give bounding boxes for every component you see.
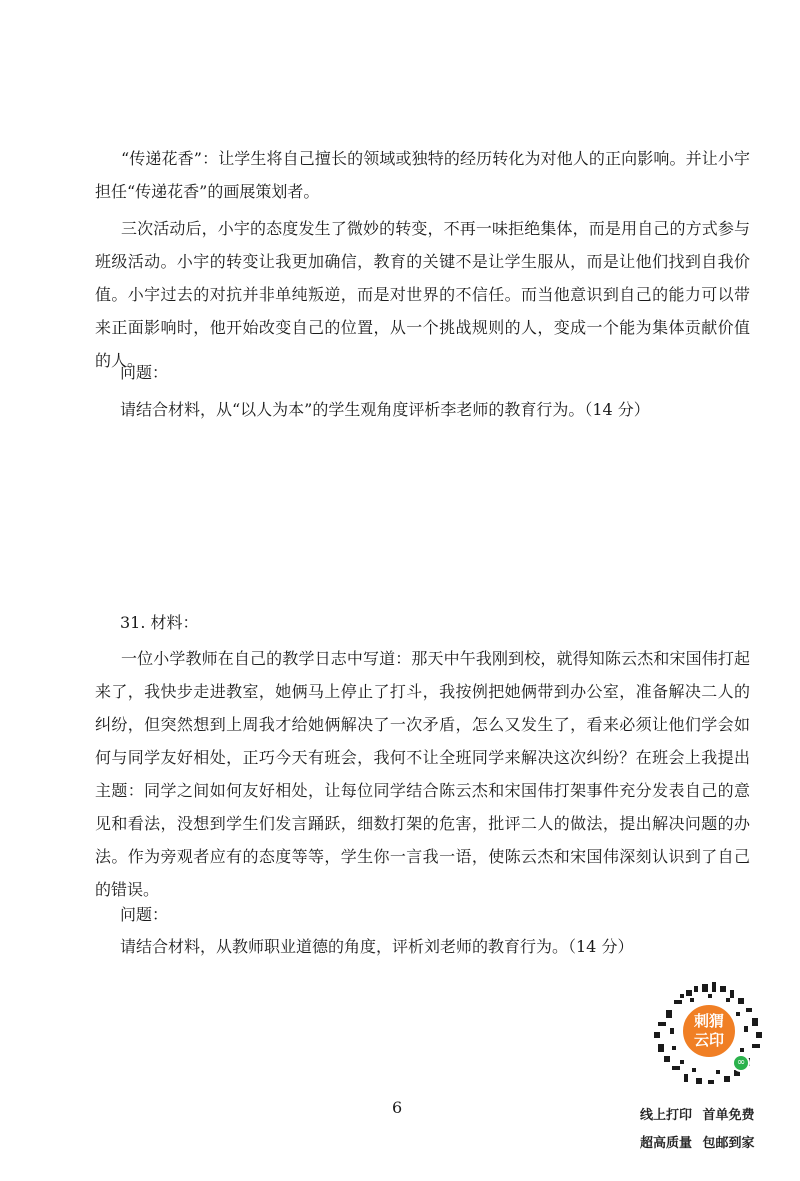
promo-free-shipping: 包邮到家 — [702, 1136, 755, 1151]
question-text-31: 请结合材料，从教师职业道德的角度，评析刘老师的教育行为。（14 分） — [120, 937, 634, 956]
qr-promo-widget[interactable] — [640, 982, 776, 1162]
paragraph-passing-fragrance: “传递花香”：让学生将自己擅长的领域或独特的经历转化为对他人的正向影响。并让小宇担任“传递花香”的画展策划者。 — [95, 149, 750, 201]
question-label-31: 问题： — [120, 905, 169, 924]
page-number: 6 — [392, 1098, 403, 1117]
badge-line-1: 刺猬 — [693, 1012, 724, 1030]
brand-badge — [680, 1002, 738, 1060]
question-label: 问题： — [120, 363, 169, 382]
mini-program-icon: ∞ — [732, 1054, 750, 1072]
paragraph-outcome: 三次活动后，小宇的态度发生了微妙的转变，不再一味拒绝集体，而是用自己的方式参与班级活动。小宇的转变让我更加确信，教育的关键不是让学生服从，而是让他们找到自我价值。小宇过去的对抗并非单纯叛逆，而是对世界的不信任。而当他意识到自己的能力可以带来正面影响时，他开始改变自己的位置，从一个挑战规则的人，变成一个能为集体贡献价值的人。 — [95, 219, 750, 370]
badge-line-2: 云印 — [693, 1031, 724, 1049]
promo-high-quality: 超高质量 — [640, 1136, 693, 1151]
promo-line-2 — [640, 1132, 776, 1151]
promo-first-order-free: 首单免费 — [702, 1108, 755, 1123]
section-heading-31: 31. 材料： — [120, 613, 199, 632]
promo-line-1 — [640, 1104, 776, 1123]
paragraph-material-31: 一位小学教师在自己的教学日志中写道：那天中午我刚到校，就得知陈云杰和宋国伟打起来了，我快步走进教室，她俩马上停止了打斗，我按例把她俩带到办公室，准备解决二人的纠纷，但突然想到上周我才给她俩解决了一次矛盾，怎么又发生了，看来必须让他们学会如何与同学友好相处，正巧今天有班会，我何不让全班同学来解决这次纠纷？在班会上我提出主题：同学之间如何友好相处，让每位同学结合陈云杰和宋国伟打架事件充分发表自己的意见和看法，没想到学生们发言踊跃，细数打架的危害，批评二人的做法，提出解决问题的办法。作为旁观者应有的态度等等，学生你一言我一语，使陈云杰和宋国伟深刻认识到了自己的错误。 — [95, 649, 750, 899]
promo-online-print: 线上打印 — [640, 1108, 693, 1123]
question-text: 请结合材料，从“以人为本”的学生观角度评析李老师的教育行为。（14 分） — [120, 400, 650, 419]
